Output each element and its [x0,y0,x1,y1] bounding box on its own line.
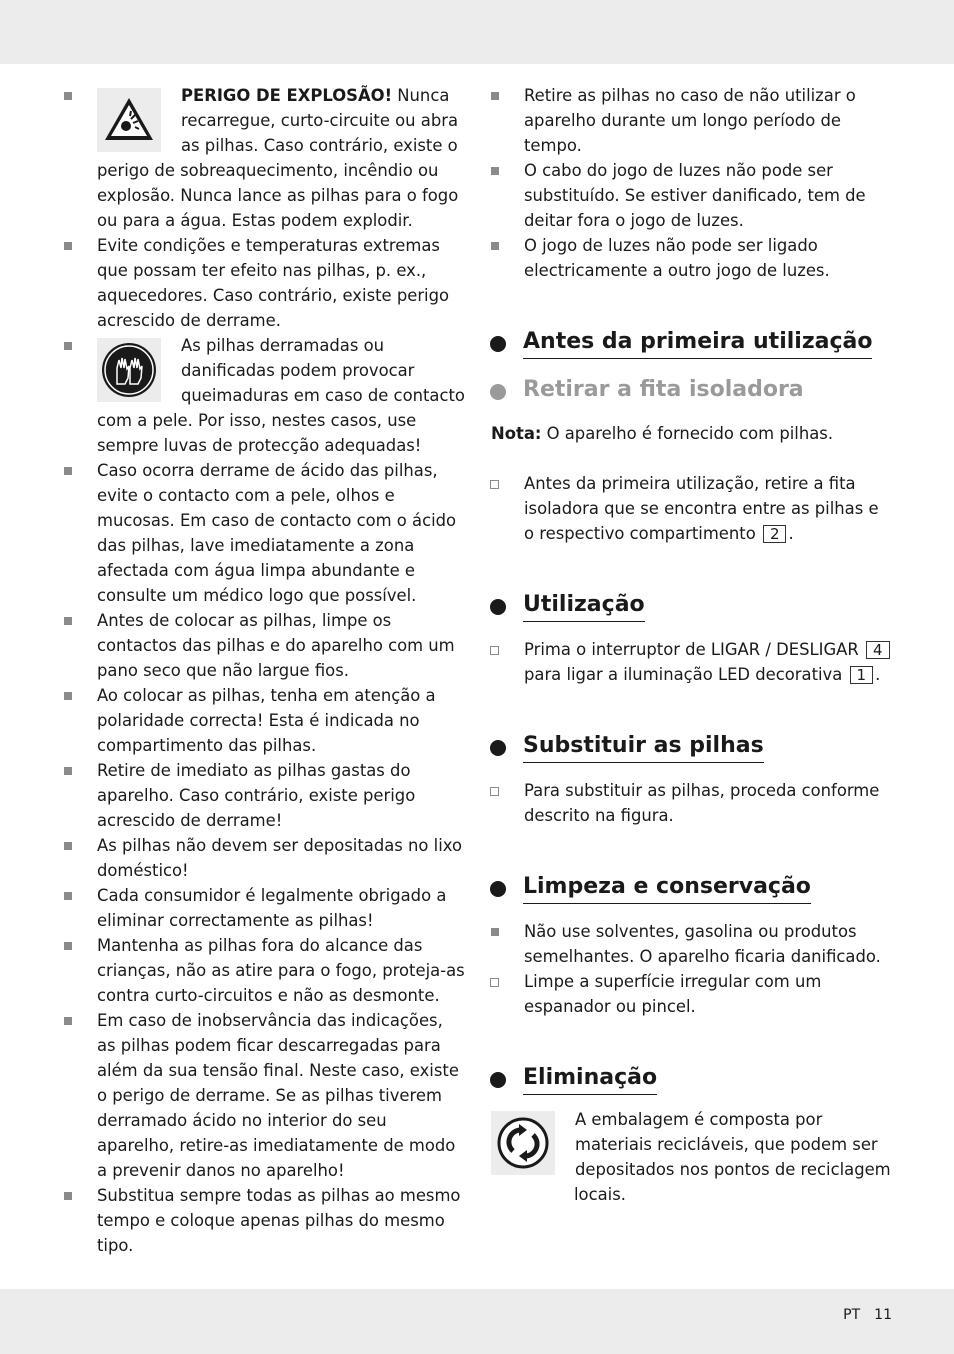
list-item [60,883,465,933]
heading-dot [490,881,506,897]
square-bullet [491,928,499,936]
item-text: Substitua sempre todas as pilhas ao mesmo tempo e coloque apenas pilhas do mesmo tipo. [97,1186,461,1255]
item-text: Cada consumidor é legalmente obrigado a eliminar correctamente as pilhas! [97,886,447,930]
heading-dot [490,336,506,352]
gloves-text: As pilhas derramadas ou danificadas podem provocar queimaduras em caso de contacto com a pele. Por isso, nestes casos, use sempre luvas de protecção adequadas! [97,336,465,455]
item-text: As pilhas não devem ser depositadas no lixo doméstico! [97,836,462,880]
square-bullet [491,242,499,250]
item-text: Retire de imediato as pilhas gastas do aparelho. Caso contrário, existe perigo acrescido de derrame! [97,761,416,830]
heading-dot [490,599,506,615]
page-number: 11 [874,1307,892,1323]
item-text: Mantenha as pilhas fora do alcance das crianças, não as atire para o fogo, proteja-as contra curto-circuitos e não as desmonte. [97,936,465,1005]
protective-gloves-icon [97,338,161,402]
square-bullet [64,92,72,100]
reference-number: 2 [763,525,787,543]
reference-number: 1 [850,666,874,684]
step-text: para ligar a iluminação LED decorativa [524,665,848,684]
list-item [60,1008,465,1183]
heading-dot [490,1072,506,1088]
step-checkbox [490,787,499,796]
item-text: Retire as pilhas no caso de não utilizar o aparelho durante um longo período de tempo. [524,86,856,155]
step-checkbox [490,646,499,655]
explosion-warning-icon [97,88,161,152]
list-item [487,233,892,283]
square-bullet [64,1192,72,1200]
square-bullet [64,467,72,475]
step-checkbox [490,480,499,489]
square-bullet [64,767,72,775]
list-item [487,83,892,158]
step-end: . [875,665,881,684]
heading-dot [490,384,506,400]
left-column [60,83,465,1258]
list-item [60,683,465,758]
list-item-gloves [60,333,465,458]
top-band [0,0,954,64]
item-text: O cabo do jogo de luzes não pode ser substituído. Se estiver danificado, tem de deitar fora o jogo de luzes. [524,161,866,230]
square-bullet [64,892,72,900]
green-dot-recycling-icon [491,1111,555,1175]
step-text: Para substituir as pilhas, proceda conforme descrito na figura. [524,781,880,825]
item-text: Evite condições e temperaturas extremas que possam ter efeito nas pilhas, p. ex., aquecedores. Caso contrário, existe perigo acrescido de derrame. [97,236,450,330]
disposal-block [487,1107,892,1204]
step-checkbox [490,978,499,987]
square-bullet [64,1017,72,1025]
list-item [60,758,465,833]
section-heading-replace-batteries [487,731,892,763]
list-item-explosion [60,83,465,233]
heading-title: Substituir as pilhas [523,731,764,763]
step-end: . [788,524,794,543]
heading-title: Antes da primeira utilização [523,327,872,359]
explosion-text: Nunca recarregue, curto-circuite ou abra as pilhas. Caso contrário, existe o perigo de sobreaquecimento, incêndio ou explosão. Nunca lance as pilhas para o fogo ou para a água. Estas podem explodir. [97,86,459,230]
item-text: Caso ocorra derrame de ácido das pilhas, evite o contacto com a pele, olhos e mucosas. Em caso de contacto com o ácido das pilhas, lave imediatamente a zona afectada com água limpa abundante e consulte um médico logo que possível. [97,461,457,605]
bottom-band [0,1289,954,1354]
list-item-temperatures [60,233,465,333]
square-bullet [64,842,72,850]
square-bullet [64,942,72,950]
square-bullet [64,242,72,250]
list-item [60,608,465,683]
section-heading-before-first-use [487,327,892,359]
heading-title: Limpeza e conservação [523,872,811,904]
square-bullet [64,692,72,700]
page-footer [829,1303,892,1328]
explosion-heading: PERIGO DE EXPLOSÃO! [181,86,393,105]
list-item [60,933,465,1008]
list-item [60,833,465,883]
step-item [487,637,892,687]
step-text: Antes da primeira utilização, retire a fita isoladora que se encontra entre as pilhas e o respectivo compartimento [524,474,879,543]
square-bullet [64,342,72,350]
square-bullet [491,167,499,175]
section-heading-usage [487,590,892,622]
item-text: O jogo de luzes não pode ser ligado electricamente a outro jogo de luzes. [524,236,830,280]
item-text: Não use solventes, gasolina ou produtos semelhantes. O aparelho ficaria danificado. [524,922,881,966]
section-heading-disposal [487,1063,892,1095]
heading-title: Retirar a fita isoladora [523,377,804,402]
note-text: O aparelho é fornecido com pilhas. [541,424,834,443]
step-text: Prima o interruptor de LIGAR / DESLIGAR [524,640,864,659]
section-heading-cleaning [487,872,892,904]
square-bullet [64,617,72,625]
list-item [60,1183,465,1258]
list-item [60,458,465,608]
section-subheading-remove-tape [487,375,892,406]
note [487,421,892,446]
step-text: Limpe a superfície irregular com um espanador ou pincel. [524,972,822,1016]
heading-title: Eliminação [523,1063,657,1095]
step-item [487,778,892,828]
step-item [487,471,892,546]
square-bullet [491,92,499,100]
item-text: Antes de colocar as pilhas, limpe os contactos das pilhas e do aparelho com um pano seco que não largue fios. [97,611,455,680]
item-text: Ao colocar as pilhas, tenha em atenção a polaridade correcta! Esta é indicada no compartimento das pilhas. [97,686,436,755]
item-text: Em caso de inobservância das indicações, as pilhas podem ficar descarregadas para além da sua tensão final. Neste caso, existe o perigo de derrame. Se as pilhas tiverem derramado ácido no interior do seu aparelho, retire-as imediatamente de modo a prevenir danos no aparelho! [97,1011,459,1180]
heading-title: Utilização [523,590,645,622]
footer-language: PT [843,1307,861,1323]
heading-dot [490,740,506,756]
disposal-text: A embalagem é composta por materiais recicláveis, que podem ser depositados nos pontos de reciclagem locais. [574,1110,891,1204]
reference-number: 4 [866,641,890,659]
right-column [487,83,892,1204]
list-item [487,919,892,969]
note-label: Nota: [491,424,542,443]
list-item [487,158,892,233]
step-item [487,969,892,1019]
